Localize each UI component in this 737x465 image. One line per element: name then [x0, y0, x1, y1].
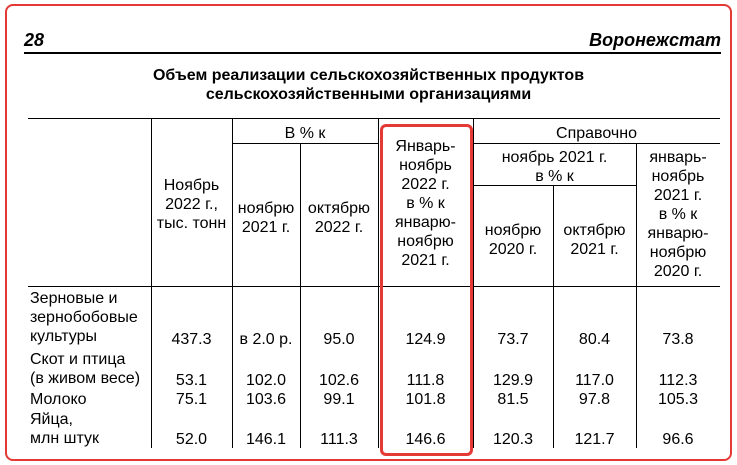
title-line-1: Объем реализации сельскохозяйственных продуктов	[152, 67, 585, 84]
table-cell: 75.1	[175, 391, 208, 408]
table-cell: 102.0	[245, 372, 287, 389]
table-top-rule	[28, 118, 720, 119]
row-label-milk: Молоко	[30, 391, 87, 408]
row-label-eggs: Яйца, млн штук	[30, 411, 99, 447]
table-cell: 80.4	[578, 331, 611, 348]
publisher-name: Воронежстат	[589, 30, 721, 50]
row-label-livestock: Скот и птица (в живом весе)	[30, 351, 141, 387]
table-cell: 129.9	[492, 372, 534, 389]
header-group-reference: Справочно	[556, 125, 637, 142]
table-cell: в 2.0 р.	[239, 331, 293, 348]
title-line-2: сельскохозяйственными организациями	[205, 86, 532, 103]
header-ref-nov2020: ноябрю 2020 г.	[484, 222, 542, 258]
page-number: 28	[24, 30, 45, 50]
table-cell: 111.8	[406, 372, 445, 389]
highlight-jan-nov-column	[380, 124, 473, 456]
table-cell: 146.1	[245, 431, 287, 448]
table-title	[0, 66, 737, 104]
table-cell: 437.3	[171, 331, 212, 348]
table-cell: 111.3	[320, 431, 358, 448]
table-cell: 105.3	[657, 391, 699, 408]
group-reference-rule	[473, 143, 720, 144]
table-cell: 101.8	[405, 391, 446, 408]
header-rule	[24, 52, 721, 54]
header-oct2022: октябрю 2022 г.	[307, 200, 371, 236]
header-nov2022: Ноябрь 2022 г., тыс. тонн	[156, 177, 227, 232]
table-cell: 120.3	[492, 431, 534, 448]
table-cell: 146.6	[405, 431, 446, 448]
group-percent-rule	[232, 143, 378, 144]
header-subgroup-nov2021: ноябрь 2021 г. в % к	[501, 149, 608, 185]
header-jan-nov2022: Январь- ноябрь 2022 г. в % к январю- ноябрю 2021 г.	[395, 138, 456, 269]
table-cell: 112.3	[658, 372, 698, 389]
table-cell: 73.8	[662, 331, 694, 348]
table-cell: 96.6	[662, 431, 694, 448]
header-bottom-rule	[28, 286, 720, 287]
row-label-grain: Зерновые и зернобобовые культуры	[30, 290, 138, 345]
table-cell: 95.0	[323, 331, 355, 348]
table-cell: 53.1	[175, 372, 208, 389]
table-cell: 97.8	[578, 391, 611, 408]
header-group-percent: В % к	[284, 125, 326, 142]
header-ref-oct2021: октябрю 2021 г.	[563, 222, 626, 258]
table-cell: 99.1	[323, 391, 355, 408]
table-cell: 121.7	[574, 431, 615, 448]
table-cell: 103.6	[245, 391, 287, 408]
table-cell: 81.5	[497, 391, 529, 408]
table-cell: 73.7	[497, 331, 529, 348]
table-cell: 52.0	[175, 431, 208, 448]
table-cell: 117.0	[575, 372, 614, 389]
header-ref-jan-nov2021: январь- ноябрь 2021 г. в % к январю- ноябрю 2020 г.	[647, 149, 709, 280]
table-cell: 102.6	[318, 372, 360, 389]
header-nov2021: ноябрю 2021 г.	[237, 200, 295, 236]
table-cell: 124.9	[405, 331, 446, 348]
